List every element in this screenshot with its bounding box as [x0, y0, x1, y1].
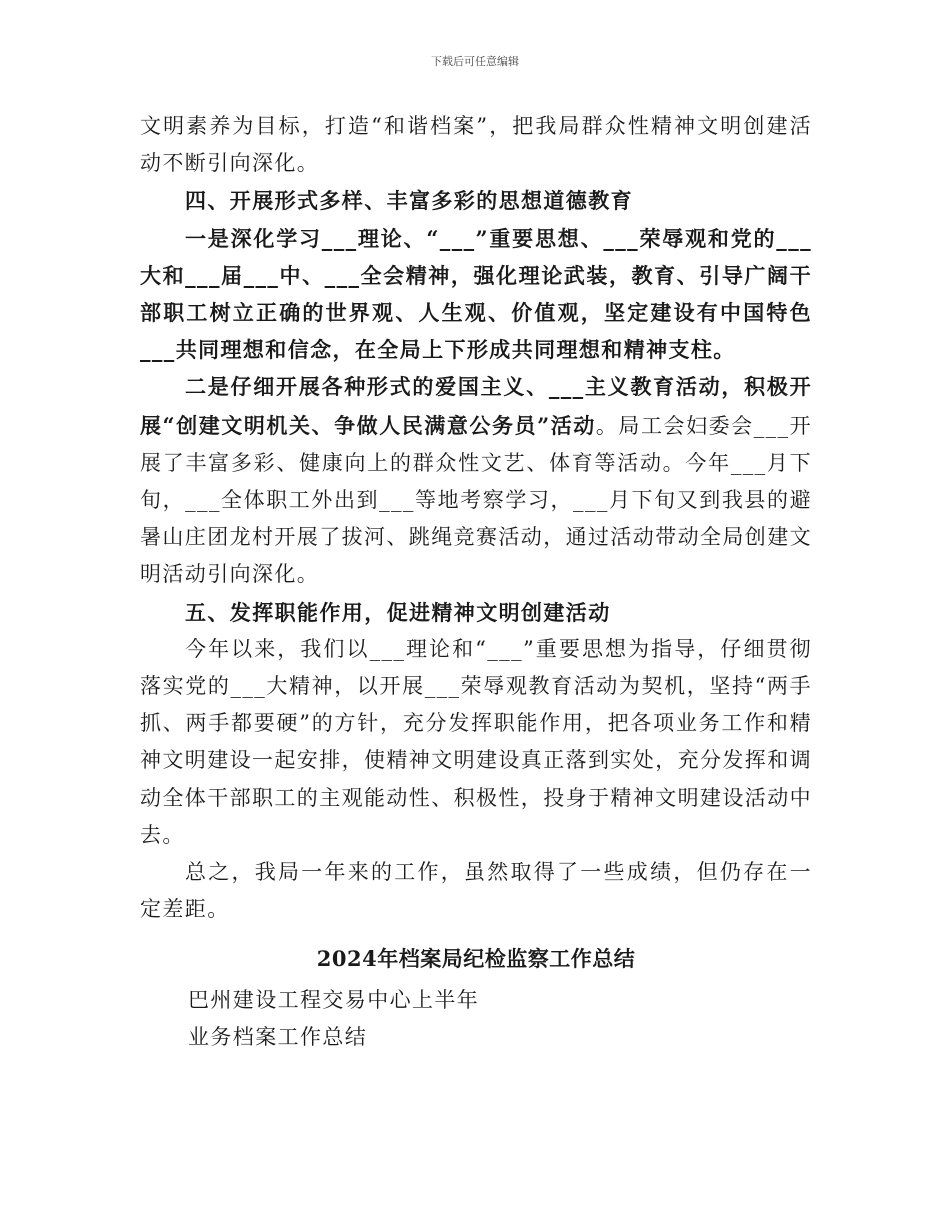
page-header: 下载后可任意编辑	[431, 55, 519, 68]
document-title: 2024年档案局纪检监察工作总结	[316, 946, 636, 972]
paragraph-second-point	[140, 368, 812, 593]
paragraph-this-year: 今年以来，我们以___理论和“___”重要思想为指导，仔细贯彻落实党的___大精神，以开展___荣辱观教育活动为契机，坚持“两手抓、两手都要硬”的方针，充分发挥职能作用，把各项业务工作和精神文明建设一起安排，使精神文明建设真正落到实处，充分发挥和调动全体干部职工的主观能动性、积极性，投身于精神文明建设活动中去。	[140, 636, 812, 847]
subline-2: 业务档案工作总结	[188, 1024, 368, 1049]
paragraph-first-point: 一是深化学习___理论、“___”重要思想、___荣辱观和党的___大和___届___中、___全会精神，强化理论武装，教育、引导广阔干部职工树立正确的世界观、人生观、价值观，坚定建设有中国特色___共同理想和信念，在全局上下形成共同理想和精神支柱。	[140, 225, 812, 363]
document-body	[140, 108, 812, 1056]
section-heading-five: 五、发挥职能作用，促进精神文明创建活动	[185, 599, 611, 625]
section-heading-four: 四、开展形式多样、丰富多彩的思想道德教育	[185, 188, 633, 214]
subline-1: 巴州建设工程交易中心上半年	[188, 987, 480, 1012]
second-point-rest: 。局工会妇委会___开展了丰富多彩、健康向上的群众性文艺、体育等活动。今年___月下旬，___全体职工外出到___等地考察学习，___月下旬又到我县的避暑山庄团龙村开展了拔河、跳绳竞赛活动，通过活动带动全局创建文明活动引向深化。	[140, 413, 812, 587]
paragraph-continuation: 文明素养为目标，打造“和谐档案”，把我局群众性精神文明创建活动不断引向深化。	[140, 114, 812, 176]
second-point-bold-lead: 二是仔细开展各种形式的爱国主义、___主义教育活动，积极开展“创建文明机关、争做人民满意公务员”活动	[140, 374, 812, 438]
paragraph-summary: 总之，我局一年来的工作，虽然取得了一些成绩，但仍存在一定差距。	[140, 860, 812, 922]
